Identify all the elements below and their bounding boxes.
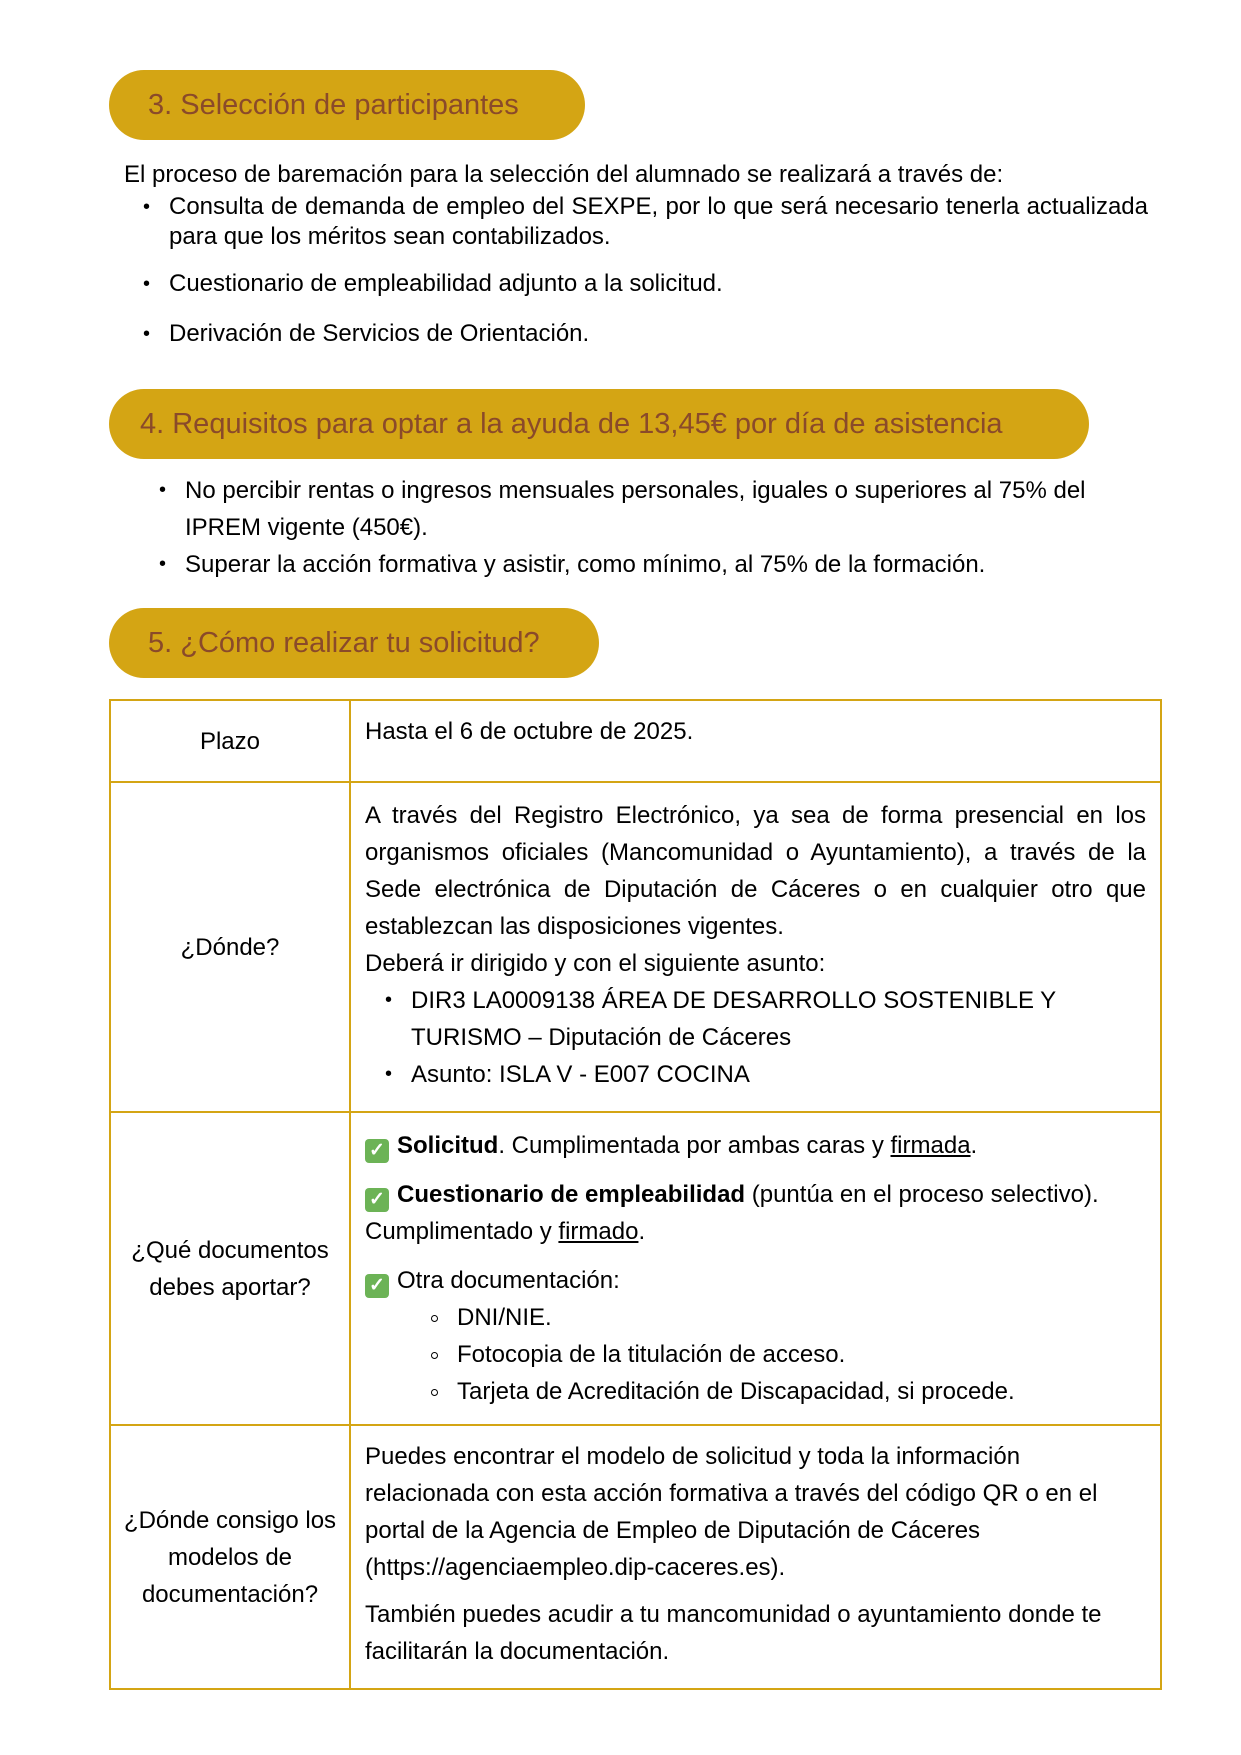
list-item: • Derivación de Servicios de Orientación. xyxy=(124,319,1148,349)
other-documents-list xyxy=(365,1299,1146,1410)
section-3-intro: El proceso de baremación para la selección del alumnado se realizará a través de: xyxy=(124,161,1004,188)
row-label: ¿Dónde? xyxy=(110,782,350,1112)
list-item: • DIR3 LA0009138 ÁREA DE DESARROLLO SOSTENIBLE Y TURISMO – Diputación de Cáceres xyxy=(365,982,1146,1056)
table-row-modelos xyxy=(110,1425,1161,1689)
document-name: Otra documentación: xyxy=(397,1267,620,1294)
document-name: Solicitud xyxy=(397,1132,499,1159)
donde-paragraph: A través del Registro Electrónico, ya sea de forma presencial en los organismos oficiales (Mancomunidad o Ayuntamiento), a través de la Sede electrónica de Diputación de Cáceres o en cualquier otro que establezcan las disposiciones vigentes. xyxy=(365,802,1146,940)
list-item: • Cuestionario de empleabilidad adjunto a la solicitud. xyxy=(124,269,1148,299)
modelos-paragraph-1: Puedes encontrar el modelo de solicitud y toda la información relacionada con esta acción formativa a través del código QR o en el portal de la Agencia de Empleo de Diputación de Cáceres (https://agenciaempleo.dip-caceres.es). xyxy=(365,1443,1098,1581)
checkmark-icon: ✓ xyxy=(365,1274,389,1298)
subject-list xyxy=(365,982,1146,1093)
row-label: ¿Dónde consigo los modelos de documentación? xyxy=(110,1425,350,1689)
table-row-donde xyxy=(110,782,1161,1112)
section-3-heading xyxy=(109,70,585,140)
row-value xyxy=(350,1425,1161,1689)
document-description: . Cumplimentada por ambas caras y xyxy=(498,1132,891,1159)
underlined-word: firmado xyxy=(558,1218,639,1245)
section-5-heading-text: 5. ¿Cómo realizar tu solicitud? xyxy=(148,626,540,659)
section-5-heading xyxy=(109,608,599,678)
list-item: Fotocopia de la titulación de acceso. xyxy=(365,1336,1146,1373)
list-item: Tarjeta de Acreditación de Discapacidad, si procede. xyxy=(365,1373,1146,1410)
punctuation: . xyxy=(970,1132,978,1159)
row-value xyxy=(350,782,1161,1112)
modelos-paragraph-2: También puedes acudir a tu mancomunidad o ayuntamiento donde te facilitarán la documentación. xyxy=(365,1601,1102,1665)
document-item-otra xyxy=(365,1262,1146,1299)
list-item: • Superar la acción formativa y asistir, como mínimo, al 75% de la formación. xyxy=(140,546,1160,583)
section-3-list xyxy=(124,192,1148,349)
document-description: (puntúa en el proceso selectivo). Cumplimentado y xyxy=(365,1181,1099,1245)
document-name: Cuestionario de empleabilidad xyxy=(397,1181,746,1208)
table-row-documentos xyxy=(110,1112,1161,1425)
row-label: Plazo xyxy=(110,700,350,782)
checkmark-icon: ✓ xyxy=(365,1139,389,1163)
document-item-solicitud xyxy=(365,1127,1146,1164)
document-item-cuestionario xyxy=(365,1176,1146,1250)
list-item: • No percibir rentas o ingresos mensuales personales, iguales o superiores al 75% del IPREM vigente (450€). xyxy=(140,472,1160,546)
table-row-plazo xyxy=(110,700,1161,782)
list-item: DNI/NIE. xyxy=(365,1299,1146,1336)
underlined-word: firmada xyxy=(890,1132,971,1159)
row-label: ¿Qué documentos debes aportar? xyxy=(110,1112,350,1425)
list-item: • Consulta de demanda de empleo del SEXPE, por lo que será necesario tenerla actualizada para que los méritos sean contabilizados. xyxy=(124,192,1148,252)
section-4-heading xyxy=(109,389,1089,459)
row-value xyxy=(350,1112,1161,1425)
section-4-list xyxy=(140,472,1160,583)
application-info-table xyxy=(109,699,1162,1690)
list-item: • Asunto: ISLA V - E007 COCINA xyxy=(365,1056,1146,1093)
section-4-heading-text: 4. Requisitos para optar a la ayuda de 13,45€ por día de asistencia xyxy=(140,407,1003,440)
row-value: Hasta el 6 de octubre de 2025. xyxy=(350,700,1161,782)
section-3-heading-text: 3. Selección de participantes xyxy=(148,88,519,121)
subject-intro: Deberá ir dirigido y con el siguiente asunto: xyxy=(365,950,826,977)
checkmark-icon: ✓ xyxy=(365,1188,389,1212)
punctuation: . xyxy=(638,1218,646,1245)
